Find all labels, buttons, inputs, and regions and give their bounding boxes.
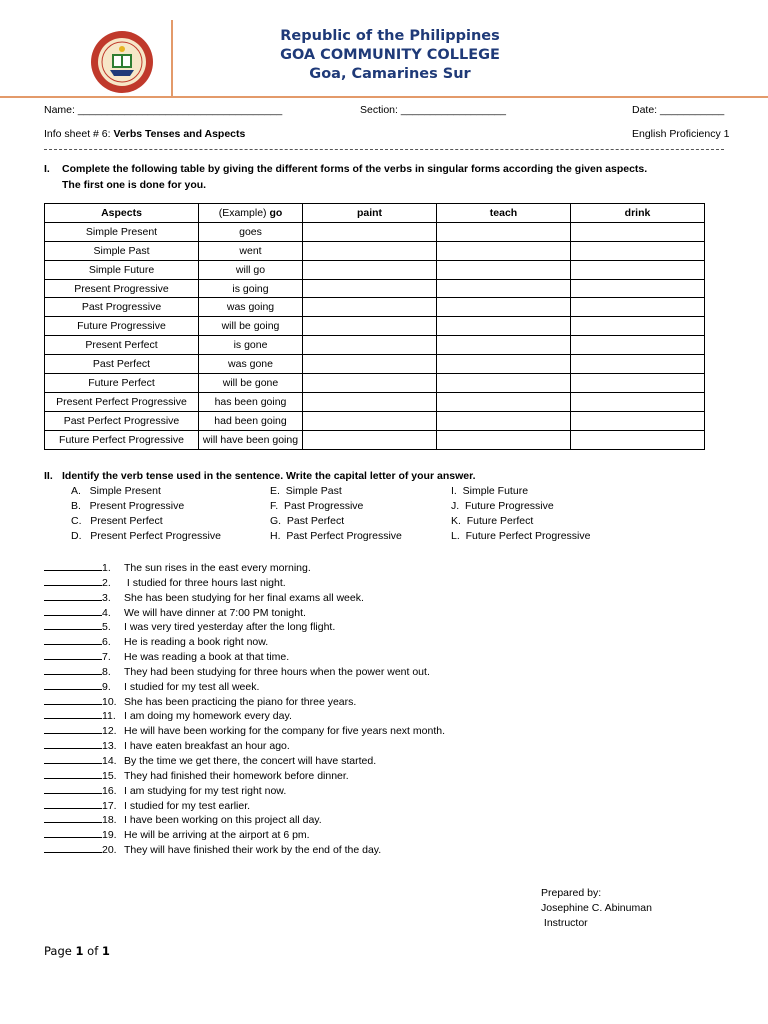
preparer-name: Josephine C. Abinuman [541,902,652,914]
list-item [44,722,744,737]
exercise-items [44,559,744,856]
item-sentence: He is reading a book right now. [124,636,269,649]
list-item [44,678,744,693]
example-cell: has been going [199,392,303,411]
teach-cell[interactable] [437,260,571,279]
choice-option: K. Future Perfect [451,514,534,527]
aspect-cell: Present Perfect [45,336,199,355]
paint-cell[interactable] [303,279,437,298]
part2-instruction: Identify the verb tense used in the sentence. Write the capital letter of your answer. [62,470,476,482]
example-cell: is going [199,279,303,298]
header-paint: paint [303,204,437,223]
drink-cell[interactable] [571,355,705,374]
page-word: Page [44,944,76,958]
info-sheet-topic: Verbs Tenses and Aspects [113,128,246,140]
item-sentence: I was very tired yesterday after the long flight. [124,621,336,634]
item-sentence: They had been studying for three hours when the power went out. [124,665,430,678]
table-row [45,298,705,317]
list-item [44,663,744,678]
list-item [44,752,744,767]
info-sheet-prefix: Info sheet # 6: [44,128,114,140]
paint-cell[interactable] [303,411,437,430]
course-label: English Proficiency 1 [632,128,730,140]
teach-cell[interactable] [437,317,571,336]
table-row [45,222,705,241]
page-number: 1 [75,944,84,958]
aspect-cell: Future Perfect [45,374,199,393]
drink-cell[interactable] [571,411,705,430]
list-item [44,767,744,782]
teach-cell[interactable] [437,355,571,374]
item-sentence: They had finished their homework before dinner. [124,769,349,782]
header-vertical-rule [171,20,173,96]
table-row [45,374,705,393]
part1-instruction-line2: The first one is done for you. [62,179,207,191]
section-field: Section: __________________ [360,104,506,116]
list-item [44,782,744,797]
item-number: 10. [102,695,117,708]
drink-cell[interactable] [571,336,705,355]
paint-cell[interactable] [303,392,437,411]
list-item [44,737,744,752]
choice-option: B. Present Progressive [71,499,185,512]
aspect-cell: Simple Past [45,241,199,260]
item-sentence: We will have dinner at 7:00 PM tonight. [124,606,306,619]
table-row [45,355,705,374]
drink-cell[interactable] [571,430,705,449]
list-item [44,618,744,633]
item-number: 6. [102,636,111,649]
choice-option: G. Past Perfect [270,514,345,527]
item-number: 11. [102,710,116,723]
answer-blank[interactable] [44,707,102,719]
item-number: 16. [102,784,117,797]
teach-cell[interactable] [437,392,571,411]
dashed-divider [44,149,724,150]
list-item [44,797,744,812]
item-sentence: By the time we get there, the concert will have started. [124,754,377,767]
item-number: 1. [102,562,111,574]
table-row [45,260,705,279]
item-number: 3. [102,591,111,604]
paint-cell[interactable] [303,336,437,355]
paint-cell[interactable] [303,298,437,317]
example-cell: was gone [199,355,303,374]
aspect-cell: Past Progressive [45,298,199,317]
item-sentence: I studied for my test earlier. [124,799,251,812]
choice-option: I. Simple Future [451,485,529,497]
example-cell: will go [199,260,303,279]
table-row [45,241,705,260]
drink-cell[interactable] [571,222,705,241]
answer-blank[interactable] [44,826,102,838]
header-horizontal-rule [0,96,768,98]
drink-cell[interactable] [571,317,705,336]
list-item [44,707,744,722]
aspect-cell: Simple Present [45,222,199,241]
answer-blank[interactable] [44,722,102,734]
item-sentence: I studied for three hours last night. [124,576,286,589]
aspect-cell: Past Perfect Progressive [45,411,199,430]
item-number: 20. [102,844,117,857]
header-example [199,204,303,223]
header-example-verb: go [269,206,283,219]
item-sentence: I have eaten breakfast an hour ago. [124,740,290,753]
drink-cell[interactable] [571,298,705,317]
example-cell: will be gone [199,374,303,393]
drink-cell[interactable] [571,260,705,279]
list-item [44,589,744,604]
answer-blank[interactable] [44,811,102,823]
aspect-cell: Present Progressive [45,279,199,298]
info-sheet-title [44,128,245,140]
aspect-cell: Future Perfect Progressive [45,430,199,449]
item-number: 19. [102,829,117,842]
aspect-cell: Past Perfect [45,355,199,374]
list-item [44,841,744,856]
item-sentence: He was reading a book at that time. [124,651,290,664]
answer-blank[interactable] [44,618,102,630]
paint-cell[interactable] [303,222,437,241]
example-cell: was going [199,298,303,317]
header-teach: teach [437,204,571,223]
teach-cell[interactable] [437,279,571,298]
drink-cell[interactable] [571,392,705,411]
answer-blank[interactable] [44,589,102,601]
header-aspects: Aspects [45,204,199,223]
aspect-cell: Simple Future [45,260,199,279]
aspect-cell: Future Progressive [45,317,199,336]
answer-blank[interactable] [44,574,102,586]
choice-option: F. Past Progressive [270,499,364,512]
item-sentence: I am studying for my test right now. [124,784,287,797]
item-number: 9. [102,680,111,693]
drink-cell[interactable] [571,374,705,393]
page-indicator [44,944,110,958]
verb-forms-table [44,203,705,450]
aspect-cell: Present Perfect Progressive [45,392,199,411]
table-row [45,336,705,355]
answer-blank[interactable] [44,767,102,779]
prepared-by-label: Prepared by: [541,887,602,899]
answer-blank[interactable] [44,678,102,690]
teach-cell[interactable] [437,222,571,241]
choice-option: C. Present Perfect [71,514,163,527]
example-cell: had been going [199,411,303,430]
list-item [44,826,744,841]
list-item [44,574,744,589]
header-line-college: GOA COMMUNITY COLLEGE [280,47,500,63]
item-sentence: I am doing my homework every day. [124,710,292,723]
table-row [45,317,705,336]
example-cell: goes [199,222,303,241]
part1-number: I. [44,163,50,175]
list-item [44,811,744,826]
list-item [44,693,744,708]
answer-blank[interactable] [44,693,102,705]
item-sentence: I have been working on this project all day. [124,814,322,827]
teach-cell[interactable] [437,298,571,317]
answer-blank[interactable] [44,648,102,660]
example-cell: is gone [199,336,303,355]
item-number: 5. [102,621,111,634]
table-row [45,411,705,430]
list-item [44,633,744,648]
example-cell: will be going [199,317,303,336]
drink-cell[interactable] [571,279,705,298]
answer-blank[interactable] [44,782,102,794]
paint-cell[interactable] [303,374,437,393]
answer-blank[interactable] [44,633,102,645]
choice-option: L. Future Perfect Progressive [451,529,591,542]
list-item [44,648,744,663]
item-number: 18. [102,814,117,827]
teach-cell[interactable] [437,374,571,393]
date-field: Date: ___________ [632,104,725,116]
table-header-row [45,204,705,223]
item-sentence: The sun rises in the east every morning. [124,562,311,574]
table-row [45,392,705,411]
header-line-location: Goa, Camarines Sur [309,66,471,82]
item-number: 15. [102,769,117,782]
teach-cell[interactable] [437,430,571,449]
example-cell: will have been going [199,430,303,449]
item-sentence: He will be arriving at the airport at 6 pm. [124,829,310,842]
teach-cell[interactable] [437,336,571,355]
paint-cell[interactable] [303,317,437,336]
paint-cell[interactable] [303,260,437,279]
item-sentence: I studied for my test all week. [124,680,260,693]
paint-cell[interactable] [303,241,437,260]
choices-column-1 [71,485,221,545]
item-number: 7. [102,651,111,664]
item-number: 12. [102,725,117,738]
table-row [45,279,705,298]
item-sentence: They will have finished their work by the end of the day. [124,844,382,857]
answer-blank[interactable] [44,559,102,571]
item-sentence: He will have been working for the company for five years next month. [124,725,445,738]
list-item [44,604,744,619]
item-number: 14. [102,754,117,767]
of-word: of [83,944,102,958]
list-item [44,559,744,574]
part2-number: II. [44,470,53,482]
teach-cell[interactable] [437,241,571,260]
answer-blank[interactable] [44,663,102,675]
header-line-republic: Republic of the Philippines [280,28,500,44]
name-field: Name: ___________________________________ [44,104,283,116]
header-drink: drink [571,204,705,223]
answer-blank[interactable] [44,737,102,749]
answer-blank[interactable] [44,841,102,853]
teach-cell[interactable] [437,411,571,430]
header-example-label: (Example) [218,206,270,219]
example-cell: went [199,241,303,260]
table-row [45,430,705,449]
item-number: 17. [102,799,117,812]
item-number: 4. [102,606,111,619]
item-number: 8. [102,665,111,678]
preparer-role: Instructor [541,917,588,929]
item-sentence: She has been practicing the piano for three years. [124,695,357,708]
part1-instruction: Complete the following table by giving the different forms of the verbs in singular forms according the given aspects. [62,163,648,175]
answer-blank[interactable] [44,797,102,809]
item-number: 2. [102,576,111,589]
choice-option: J. Future Progressive [451,499,554,512]
paint-cell[interactable] [303,430,437,449]
choice-option: D. Present Perfect Progressive [71,529,221,542]
college-seal-logo [90,30,154,94]
answer-blank[interactable] [44,752,102,764]
choice-option: H. Past Perfect Progressive [270,529,402,542]
choices-column-3 [451,485,590,545]
choice-option: A. Simple Present [71,485,161,497]
item-number: 13. [102,740,117,753]
item-sentence: She has been studying for her final exams all week. [124,591,364,604]
choice-option: E. Simple Past [270,485,342,497]
paint-cell[interactable] [303,355,437,374]
page-total: 1 [101,944,110,958]
drink-cell[interactable] [571,241,705,260]
answer-blank[interactable] [44,604,102,616]
choices-column-2 [270,485,402,545]
